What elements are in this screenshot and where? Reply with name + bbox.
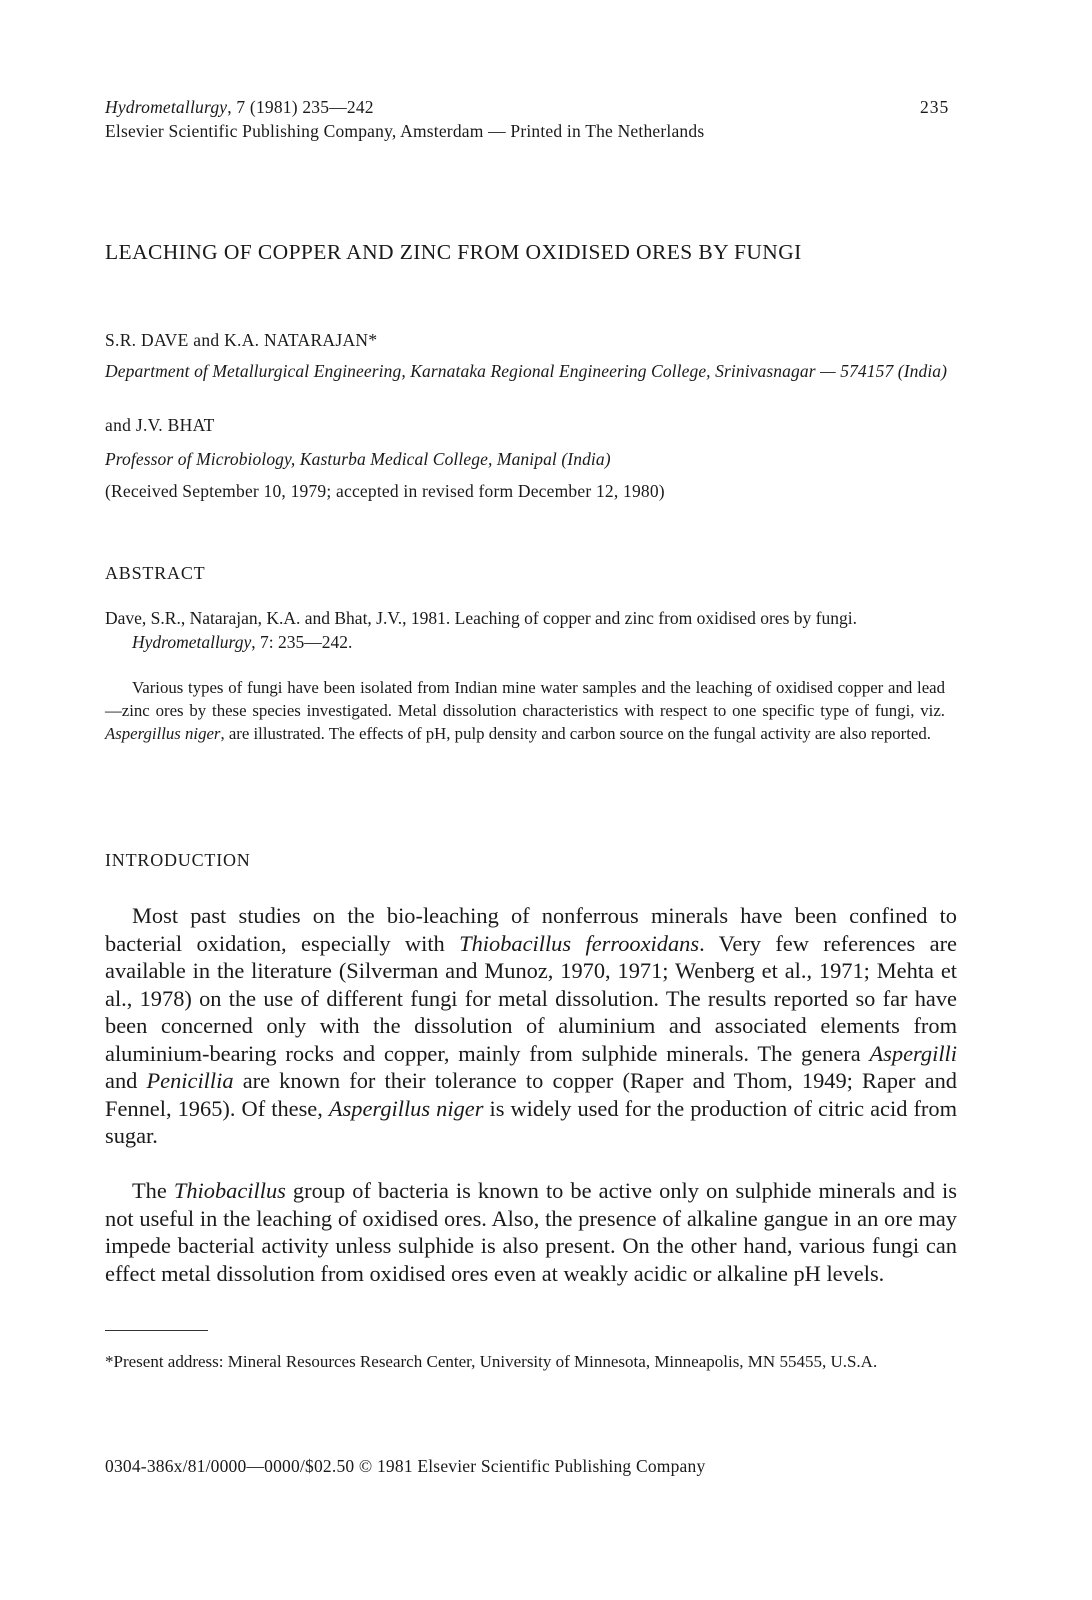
- authors-line-1: S.R. DAVE and K.A. NATARAJAN*: [105, 330, 378, 350]
- authors-line-2: and J.V. BHAT: [105, 415, 215, 435]
- introduction-paragraph-2: The Thiobacillus group of bacteria is known to be active only on sulphide minerals and is not useful in the leaching of oxidised ores. Also, the presence of alkaline gangue in an ore may impede bacterial activity unless sulphide is also present. On the other hand, various fungi can effect metal dissolution from oxidised ores even at weakly acidic or alkaline pH levels.: [105, 1178, 957, 1286]
- abstract-citation: Dave, S.R., Natarajan, K.A. and Bhat, J.V., 1981. Leaching of copper and zinc from oxidised ores by fungi. Hydrometallurgy, 7: 235—242.: [105, 608, 857, 652]
- received-dates: (Received September 10, 1979; accepted in revised form December 12, 1980): [105, 481, 665, 501]
- affiliation-1: Department of Metallurgical Engineering, Karnataka Regional Engineering College, Srinivasnagar — 574157 (India): [105, 361, 948, 381]
- journal-name: Hydrometallurgy: [105, 97, 228, 117]
- journal-citation: , 7 (1981) 235—242: [227, 97, 374, 117]
- publisher-line: Elsevier Scientific Publishing Company, Amsterdam — Printed in The Netherlands: [105, 121, 705, 141]
- abstract-body: Various types of fungi have been isolated from Indian mine water samples and the leaching of oxidised copper and lead—zinc ores by these species investigated. Metal dissolution characteristics with respect to one specific type of fungi, viz. Aspergillus niger, are illustrated. The effects of pH, pulp density and carbon source on the fungal activity are also reported.: [105, 678, 945, 743]
- footnote: *Present address: Mineral Resources Research Center, University of Minnesota, Minneapolis, MN 55455, U.S.A.: [105, 1352, 878, 1371]
- introduction-paragraph-1: Most past studies on the bio-leaching of nonferrous minerals have been confined to bacterial oxidation, especially with Thiobacillus ferrooxidans. Very few references are available in the literature (Silverman and Munoz, 1970, 1971; Wenberg et al., 1971; Mehta et al., 1978) on the use of different fungi for metal dissolution. The results reported so far have been concerned only with the dissolution of aluminium and associated elements from aluminium-bearing rocks and copper, mainly from sulphide minerals. The genera Aspergilli and Penicillia are known for their tolerance to copper (Raper and Thom, 1949; Raper and Fennel, 1965). Of these, Aspergillus niger is widely used for the production of citric acid from sugar.: [105, 903, 957, 1148]
- introduction-heading: INTRODUCTION: [105, 850, 251, 870]
- article-title: LEACHING OF COPPER AND ZINC FROM OXIDISED ORES BY FUNGI: [105, 240, 802, 264]
- copyright-line: 0304-386x/81/0000—0000/$02.50 © 1981 Elsevier Scientific Publishing Company: [105, 1456, 706, 1476]
- journal-header: [105, 97, 374, 118]
- footnote-rule: [105, 1330, 208, 1331]
- abstract-heading: ABSTRACT: [105, 563, 206, 583]
- affiliation-2: Professor of Microbiology, Kasturba Medical College, Manipal (India): [105, 449, 611, 469]
- page-number: 235: [920, 97, 950, 117]
